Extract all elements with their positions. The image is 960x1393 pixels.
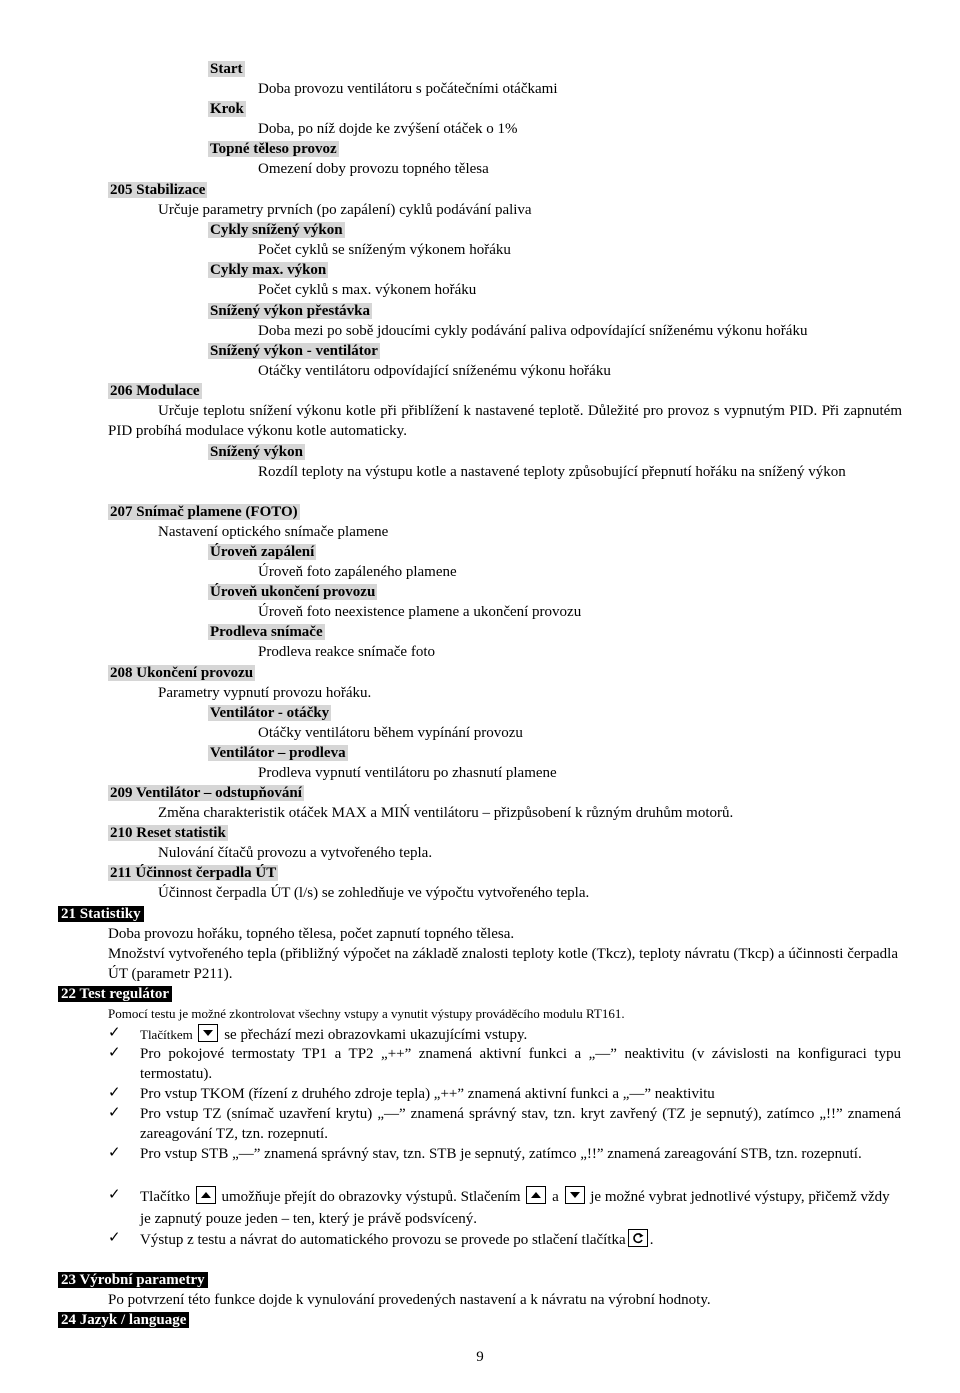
param-ventilator-prodleva-heading: Ventilátor – prodleva	[210, 745, 346, 761]
section-210-desc: Nulování čítačů provozu a vytvořeného tepla.	[158, 845, 433, 861]
section-22-heading: 22 Test regulátor	[58, 984, 172, 1004]
param-prodleva-snimace-desc: Prodleva reakce snímače foto	[258, 644, 436, 660]
bullet-3: Pro vstup TKOM (řízení z druhého zdroje tepla) „++” znamená aktivní funkci a „—” neaktivitu	[140, 1086, 715, 1102]
param-uroven-zapaleni-heading: Úroveň zapálení	[210, 544, 315, 560]
section-206-heading: 206 Modulace	[110, 383, 200, 399]
return-button-icon	[628, 1229, 648, 1247]
param-topne-heading: Topné těleso provoz	[210, 141, 337, 157]
arrow-down-button-icon	[565, 1186, 585, 1204]
check-icon: ✓	[108, 1230, 121, 1246]
check-icon: ✓	[108, 1045, 121, 1061]
check-icon: ✓	[108, 1187, 121, 1203]
bullet-6	[140, 1186, 901, 1230]
check-icon: ✓	[108, 1025, 121, 1041]
param-206-snizeny-heading: Snížený výkon	[210, 444, 303, 460]
bullet-1-text-b: se přechází mezi obrazovkami ukazujícími vstupy.	[224, 1027, 528, 1043]
param-topne-desc: Omezení doby provozu topného tělesa	[258, 161, 489, 177]
param-snizeny-prestavka-heading: Snížený výkon přestávka	[210, 303, 371, 319]
page-number: 9	[476, 1349, 484, 1365]
section-209-heading: 209 Ventilátor – odstupňování	[110, 785, 302, 801]
section-23-desc: Po potvrzení této funkce dojde k vynulování provedených nastavení a k návratu na výrobní hodnoty.	[108, 1292, 711, 1308]
section-21-heading: 21 Statistiky	[58, 904, 144, 924]
param-cykly-max-desc: Počet cyklů s max. výkonem hořáku	[258, 282, 477, 298]
param-cykly-snizeny-desc: Počet cyklů se sníženým výkonem hořáku	[258, 242, 511, 258]
section-211-heading: 211 Účinnost čerpadla ÚT	[110, 865, 277, 881]
bullet-2: Pro pokojové termostaty TP1 a TP2 „++” znamená aktivní funkci a „—” neaktivitu (v závislosti na konfiguraci typu termostatu).	[140, 1046, 901, 1082]
section-210-heading: 210 Reset statistik	[110, 825, 226, 841]
section-209-desc: Změna charakteristik otáček MAX a MIŃ ventilátoru – přizpůsobení k různým druhům motorů.	[158, 805, 734, 821]
arrow-down-button-icon	[198, 1024, 218, 1042]
param-start-desc: Doba provozu ventilátoru s počátečními otáčkami	[258, 81, 558, 97]
param-206-snizeny-desc: Rozdíl teploty na výstupu kotle a nastavené teploty způsobující přepnutí hořáku na snížený výkon	[258, 464, 846, 480]
bullet-7	[140, 1229, 653, 1250]
param-snizeny-prestavka-desc: Doba mezi po sobě jdoucími cykly podávání paliva odpovídající sníženému výkonu hořáku	[258, 323, 808, 339]
section-21-desc-1: Doba provozu hořáku, topného tělesa, počet zapnutí topného tělesa.	[108, 926, 515, 942]
bullet-6-text-b: umožňuje přejít do obrazovky výstupů. Stlačením	[221, 1189, 521, 1205]
param-cykly-snizeny-heading: Cykly snížený výkon	[210, 222, 343, 238]
section-207-desc: Nastavení optického snímače plamene	[158, 524, 389, 540]
bullet-6-text-c: a	[552, 1189, 559, 1205]
section-208-heading: 208 Ukončení provozu	[110, 665, 254, 681]
check-icon: ✓	[108, 1085, 121, 1101]
arrow-up-button-icon	[196, 1186, 216, 1204]
param-snizeny-ventilator-heading: Snížený výkon - ventilátor	[210, 343, 378, 359]
section-205-heading: 205 Stabilizace	[110, 182, 206, 198]
param-uroven-zapaleni-desc: Úroveň foto zapáleného plamene	[258, 564, 457, 580]
section-207-heading: 207 Snímač plamene (FOTO)	[110, 504, 298, 520]
param-krok-heading: Krok	[210, 101, 244, 117]
param-cykly-max-heading: Cykly max. výkon	[210, 262, 327, 278]
param-uroven-ukonceni-heading: Úroveň ukončení provozu	[210, 584, 376, 600]
arrow-up-button-icon	[526, 1186, 546, 1204]
section-24-heading: 24 Jazyk / language	[58, 1310, 189, 1330]
section-208-desc: Parametry vypnutí provozu hořáku.	[158, 685, 372, 701]
section-211-desc: Účinnost čerpadla ÚT (l/s) se zohledňuje ve výpočtu vytvořeného tepla.	[158, 885, 590, 901]
bullet-5: Pro vstup STB „—” znamená správný stav, tzn. STB je sepnutý, zatímco „!!” znamená zareagování STB, tzn. rozepnutí.	[140, 1146, 862, 1162]
check-icon: ✓	[108, 1105, 121, 1121]
bullet-6-text-d: je možné vybrat jednotlivé výstupy, přičemž vždy je zapnutý pouze jeden – ten, který je právě podsvícený.	[140, 1189, 890, 1227]
param-krok-desc: Doba, po níž dojde ke zvýšení otáček o 1%	[258, 121, 518, 137]
param-uroven-ukonceni-desc: Úroveň foto neexistence plamene a ukončení provozu	[258, 604, 582, 620]
bullet-7-end: .	[649, 1232, 654, 1248]
bullet-1	[140, 1024, 527, 1045]
section-22-desc: Pomocí testu je možné zkontrolovat všechny vstupy a vynutit výstupy prováděcího modulu RT161.	[108, 1006, 625, 1021]
section-23-heading: 23 Výrobní parametry	[58, 1270, 208, 1290]
bullet-1-text-a: Tlačítkem	[140, 1027, 193, 1042]
param-ventilator-otacky-heading: Ventilátor - otáčky	[210, 705, 330, 721]
bullet-7-text: Výstup z testu a návrat do automatického provozu se provede po stlačení tlačítka	[140, 1232, 626, 1248]
check-icon: ✓	[108, 1145, 121, 1161]
section-205-desc: Určuje parametry prvních (po zapálení) cyklů podávání paliva	[158, 202, 532, 218]
bullet-6-text-a: Tlačítko	[140, 1189, 190, 1205]
section-21-desc-2: Množství vytvořeného tepla (přibližný výpočet na základě znalosti teploty kotle (Tkcz), teploty návratu (Tkcp) a účinnosti čerpadla ÚT (parametr P211).	[108, 946, 898, 982]
section-206-desc: Určuje teplotu snížení výkonu kotle při přiblížení k nastavené teplotě. Důležité pro provoz s vypnutým PID. Při zapnutém PID probíhá modulace výkonu kotle automaticky.	[108, 403, 902, 439]
param-snizeny-ventilator-desc: Otáčky ventilátoru odpovídající sníženému výkonu hořáku	[258, 363, 611, 379]
bullet-4: Pro vstup TZ (snímač uzavření krytu) „—” znamená správný stav, tzn. kryt zavřený (TZ je sepnutý), zatímco „!!” znamená zareagování TZ, tzn. rozepnutí.	[140, 1106, 901, 1142]
param-prodleva-snimace-heading: Prodleva snímače	[210, 624, 323, 640]
param-start-heading: Start	[210, 61, 243, 77]
param-ventilator-prodleva-desc: Prodleva vypnutí ventilátoru po zhasnutí plamene	[258, 765, 557, 781]
param-ventilator-otacky-desc: Otáčky ventilátoru během vypínání provozu	[258, 725, 523, 741]
